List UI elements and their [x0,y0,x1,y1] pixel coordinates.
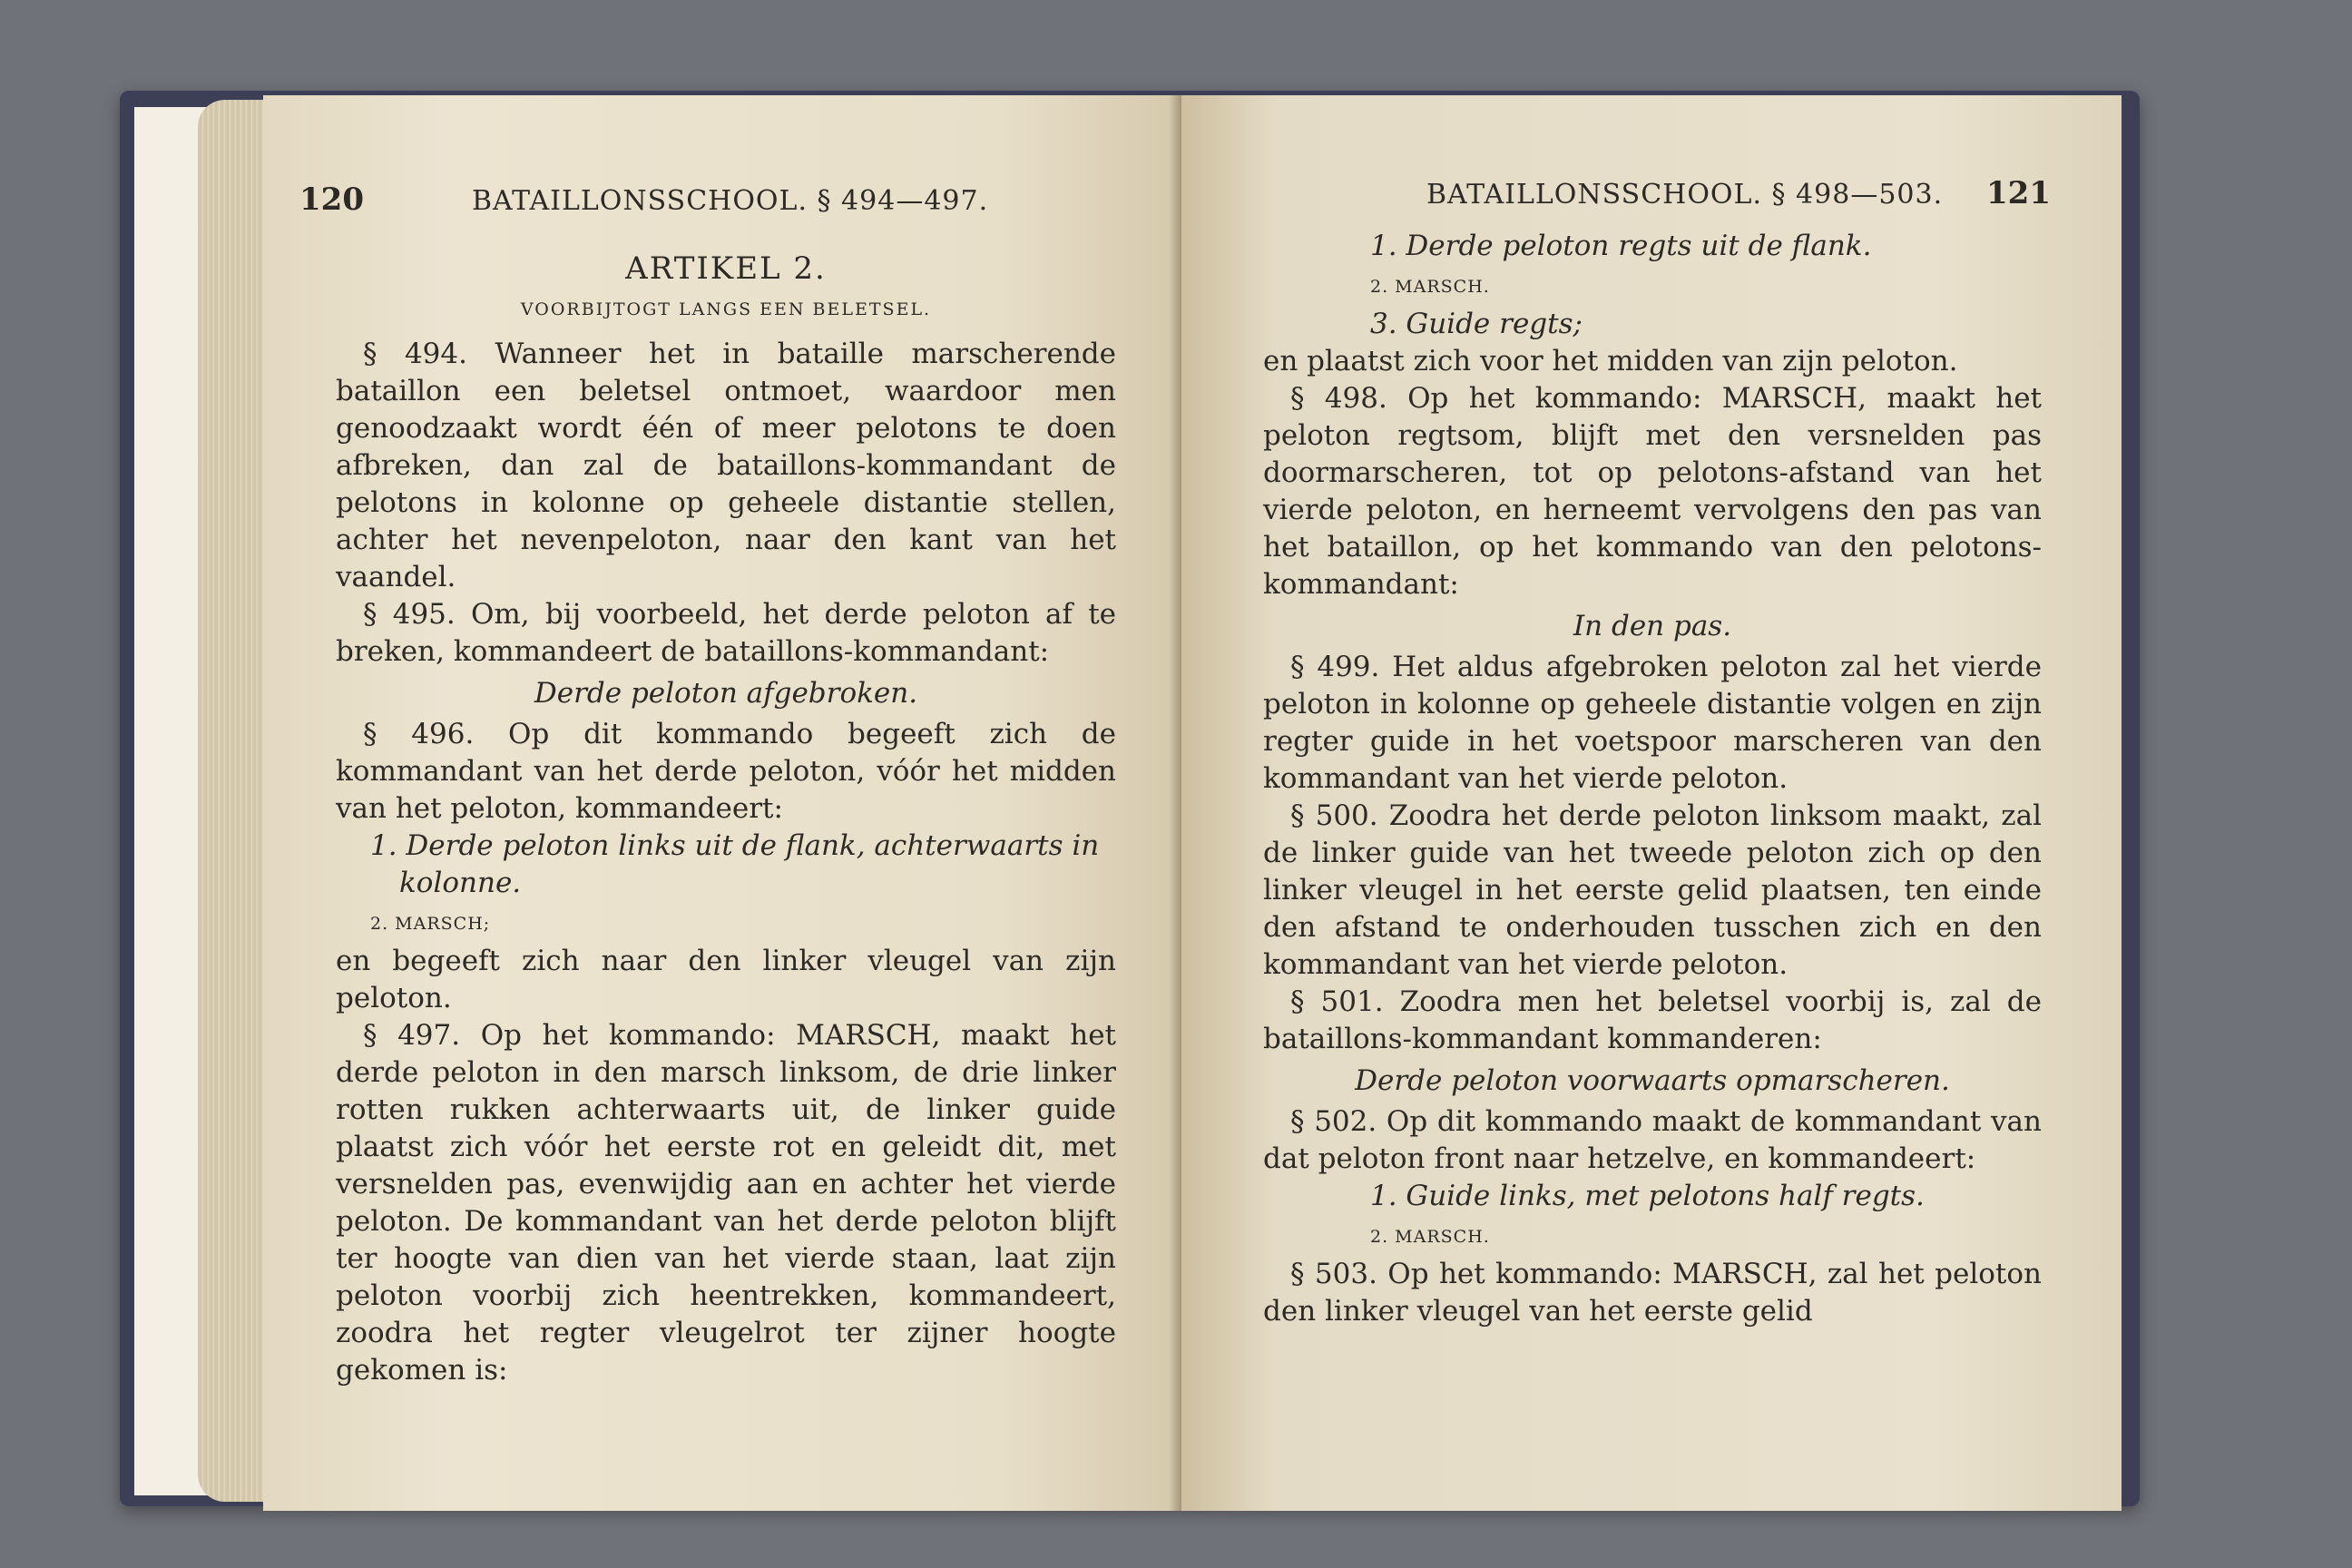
article-title: ARTIKEL 2. [625,250,827,287]
section-subtitle: VOORBIJTOGT LANGS EEN BELETSEL. [520,299,932,319]
command-502-1: 1. Guide links, met pelotons half regts. [1370,1180,1925,1212]
paragraph-497b: en plaatst zich voor het midden van zijn peloton. [1263,345,1958,377]
left-page [263,95,1181,1511]
paragraph-496: § 496. Op dit kommando begeeft zich de kommandant van het derde peloton, vóór het midden van het peloton, kommandeert: [336,718,1116,825]
page-number-left: 120 [299,181,364,218]
paragraph-499: § 499. Het aldus afgebroken peloton zal het vierde peloton in kolonne op geheele distantie volgen en zijn regter guide in het voetspoor marscheren van den kommandant van het vierde peloton. [1263,651,2042,795]
running-head-left: BATAILLONSSCHOOL. § 494—497. [472,185,989,217]
command-495: Derde peloton afgebroken. [534,677,918,710]
paragraph-501: § 501. Zoodra men het beletsel voorbij is, zal de bataillons-kommandant kommanderen: [1263,985,2042,1055]
paragraph-496b: en begeeft zich naar den linker vleugel van zijn peloton. [336,945,1116,1014]
command-502-2: 2. MARSCH. [1370,1227,1490,1247]
paragraph-500: § 500. Zoodra het derde peloton linksom maakt, zal de linker guide van het tweede peloton zich op den linker vleugel in het eerste gelid plaatsen, ten einde den afstand te onderhouden tusschen zich en den kommandant van het vierde peloton. [1263,799,2042,981]
command-496-1: 1. Derde peloton links uit de flank, achterwaarts in kolonne. [370,829,1100,899]
command-496-2: 2. MARSCH; [370,914,491,934]
paragraph-495: § 495. Om, bij voorbeeld, het derde peloton af te breken, kommandeert de bataillons-kommandant: [336,598,1116,668]
paragraph-503: § 503. Op het kommando: MARSCH, zal het peloton den linker vleugel van het eerste gelid [1263,1258,2042,1328]
right-page-header [1263,175,2051,228]
running-head-right: BATAILLONSSCHOOL. § 498—503. [1426,179,1944,211]
left-page-header [299,181,1116,234]
paragraph-497: § 497. Op het kommando: MARSCH, maakt het derde peloton in den marsch linksom, de drie linker rotten rukken achterwaarts uit, de linker guide plaatst zich vóór het eerste rot en geleidt dit, met versnelden pas, evenwijdig aan en achter het vierde peloton. De kommandant van het derde peloton blijft ter hoogte van dien van het vierde staan, laat zijn peloton voorbij zich heentrekken, kommandeert, zoodra het regter vleugelrot ter zijner hoogte gekomen is: [336,1019,1116,1387]
command-1: 1. Derde peloton regts uit de flank. [1370,230,1872,262]
command-498: In den pas. [1573,610,1732,642]
paragraph-502: § 502. Op dit kommando maakt de kommandant van dat peloton front naar hetzelve, en kommandeert: [1263,1105,2042,1175]
command-3: 3. Guide regts; [1370,308,1583,340]
page-number-right: 121 [1986,175,2051,211]
paragraph-498: § 498. Op het kommando: MARSCH, maakt het peloton regtsom, blijft met den versnelden pas doormarscheren, tot op pelotons-afstand van het vierde peloton, en herneemt vervolgens den pas van het bataillon, op het kommando van den pelotons-kommandant: [1263,382,2042,601]
command-501: Derde peloton voorwaarts opmarscheren. [1355,1064,1950,1097]
command-2: 2. MARSCH. [1370,277,1490,297]
right-page [1181,95,2122,1511]
paragraph-494: § 494. Wanneer het in bataille marscherende bataillon een beletsel ontmoet, waardoor men genoodzaakt wordt één of meer pelotons te doen afbreken, dan zal de bataillons-kommandant de pelotons in kolonne op geheele distantie stellen, achter het nevenpeloton, naar den kant van het vaandel. [336,338,1116,593]
